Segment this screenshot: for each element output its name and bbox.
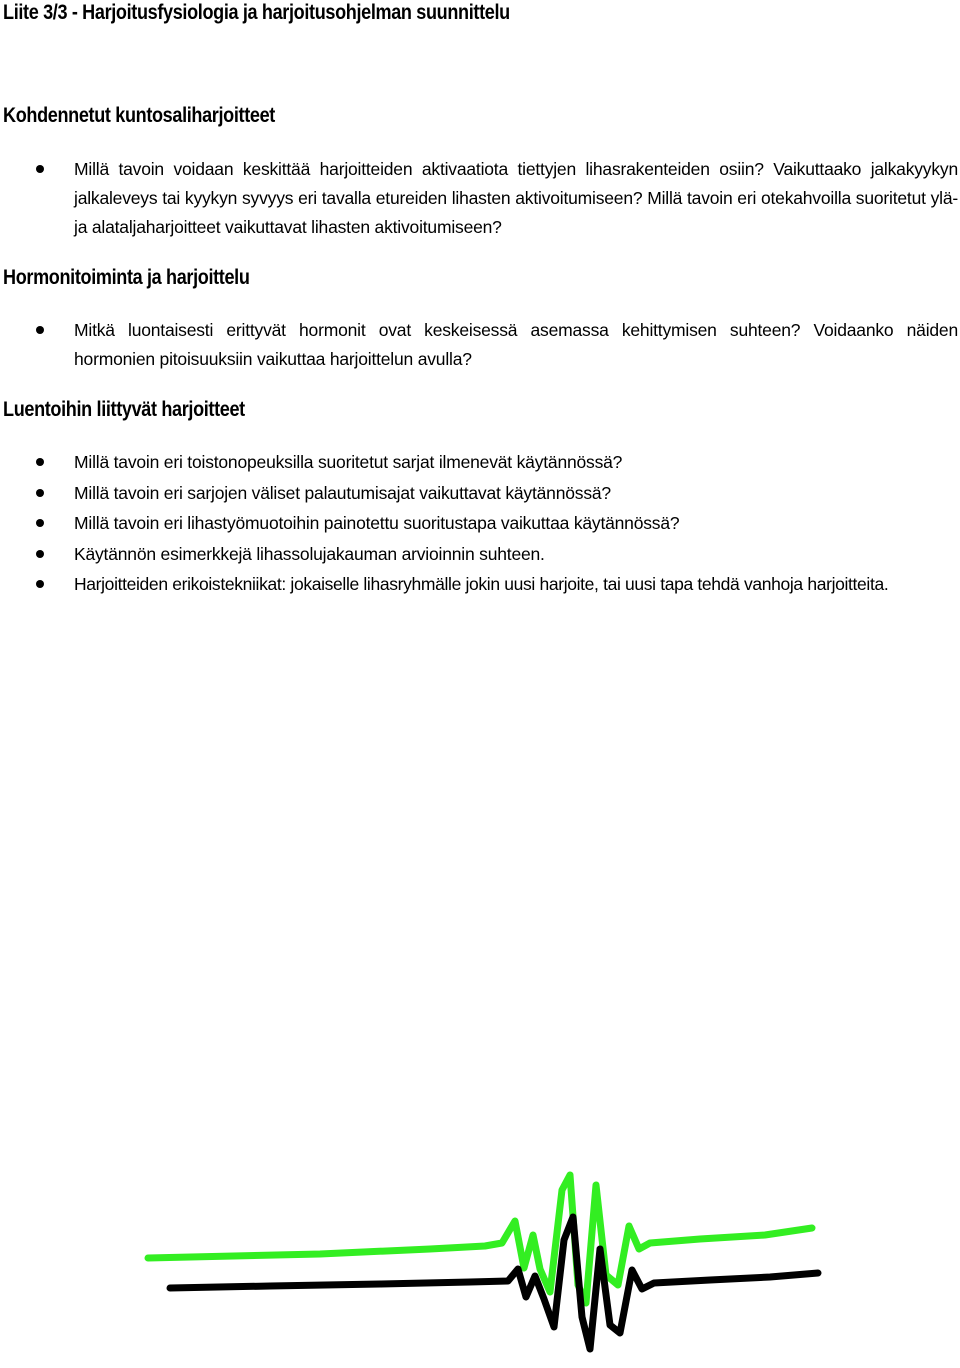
section-list-luentoihin (0, 448, 960, 599)
list-item (0, 448, 960, 477)
page-title: Liite 3/3 - Harjoitusfysiologia ja harjoitusohjelman suunnittelu (3, 1, 510, 24)
list-item-text: Harjoitteiden erikoistekniikat: jokaiselle lihasryhmälle jokin uusi harjoite, tai uusi tapa tehdä vanhoja harjoitteita. (74, 574, 889, 594)
bullet-icon (36, 580, 44, 588)
list-item (0, 540, 960, 569)
list-item (0, 155, 960, 242)
list-item-text: Millä tavoin voidaan keskittää harjoitteiden aktivaatiota tiettyjen lihasrakenteiden osiin? Vaikuttaako jalkakyykyn jalkaleveys tai kyykyn syvyys eri tavalla etureiden lihasten aktivoitumiseen? Millä tavoin eri otekahvoilla suoritetut ylä- ja alataljaharjoitteet vaikuttavat lihasten aktivoitumiseen? (74, 159, 958, 237)
list-item-text: Millä tavoin eri sarjojen väliset palautumisajat vaikuttavat käytännössä? (74, 482, 611, 503)
list-item-text: Mitkä luontaisesti erittyvät hormonit ovat keskeisessä asemassa kehittymisen suhteen? Voidaanko näiden hormonien pitoisuuksiin vaikuttaa harjoittelun avulla? (74, 320, 958, 369)
list-item-text: Käytännön esimerkkejä lihassolujakauman arvioinnin suhteen. (74, 543, 545, 564)
list-item (0, 479, 960, 508)
bullet-icon (36, 458, 44, 466)
ecg-heartbeat-logo-icon (140, 1165, 830, 1365)
list-item (0, 316, 960, 374)
list-item (0, 509, 960, 538)
list-item-text: Millä tavoin eri toistonopeuksilla suoritetut sarjat ilmenevät käytännössä? (74, 452, 623, 472)
bullet-icon (36, 165, 44, 173)
section-list-hormonitoiminta (0, 316, 960, 374)
bullet-icon (36, 550, 44, 558)
bullet-icon (36, 519, 44, 527)
section-heading-kohdennetut: Kohdennetut kuntosaliharjoitteet (3, 104, 275, 127)
section-list-kohdennetut (0, 155, 960, 242)
bullet-icon (36, 326, 44, 334)
list-item-text: Millä tavoin eri lihastyömuotoihin painotettu suoritustapa vaikuttaa käytännössä? (74, 513, 680, 533)
list-item (0, 570, 960, 599)
section-heading-luentoihin: Luentoihin liittyvät harjoitteet (3, 398, 245, 421)
section-heading-hormonitoiminta: Hormonitoiminta ja harjoittelu (3, 266, 250, 289)
bullet-icon (36, 489, 44, 497)
